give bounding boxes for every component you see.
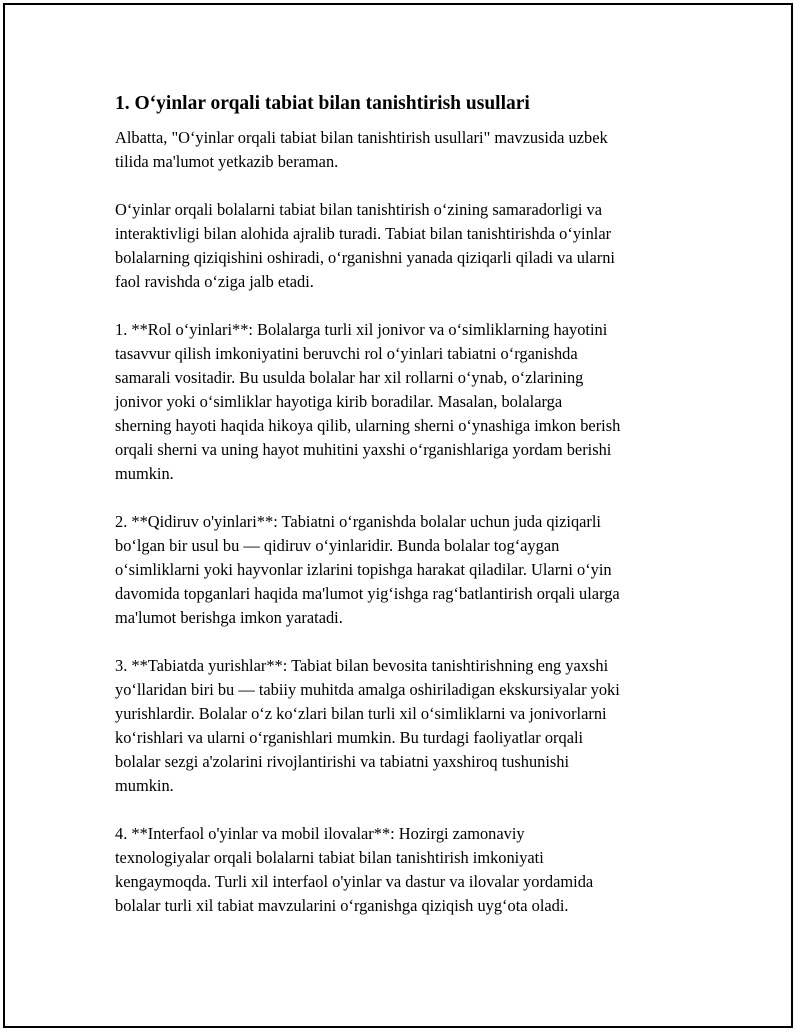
search-games-paragraph: 2. **Qidiruv o'yinlari**: Tabiatni o‘rganishda bolalar uchun juda qiziqarli bo‘lgan bir usul bu — qidiruv o‘yinlaridir. Bunda bolalar tog‘aygan o‘simliklarni yoki hayvonlar izlarini topishga harakat qiladilar. Ularni o‘yin davomida topganlari haqida ma'lumot yig‘ishga rag‘batlantirish orqali ularga ma'lumot berishga imkon yaratadi. [115,512,620,627]
document-body [115,92,685,918]
overview-paragraph: O‘yinlar orqali bolalarni tabiat bilan tanishtirish o‘zining samaradorligi va interaktivligi bilan alohida ajralib turadi. Tabiat bilan tanishtirishda o‘yinlar bolalarning qiziqishini oshiradi, o‘rganishni yanada qiziqarli qiladi va ularni faol ravishda o‘ziga jalb etadi. [115,200,615,291]
intro-paragraph: Albatta, "O‘yinlar orqali tabiat bilan tanishtirish usullari" mavzusida uzbek tilida ma'lumot yetkazib beraman. [115,128,608,171]
interactive-games-paragraph: 4. **Interfaol o'yinlar va mobil ilovalar**: Hozirgi zamonaviy texnologiyalar orqali bolalarni tabiat bilan tanishtirish imkoniyati kengaymoqda. Turli xil interfaol o'yinlar va dastur va ilovalar yordamida bolalar turli xil tabiat mavzularini o‘rganishga qiziqish uyg‘ota oladi. [115,824,594,915]
nature-walks-paragraph: 3. **Tabiatda yurishlar**: Tabiat bilan bevosita tanishtirishning eng yaxshi yo‘llaridan biri bu — tabiiy muhitda amalga oshiriladigan ekskursiyalar yoki yurishlardir. Bolalar o‘z ko‘zlari bilan turli xil o‘simliklarni va jonivorlarni ko‘rishlari va ularni o‘rganishlari mumkin. Bu turdagi faoliyatlar orqali bolalar sezgi a'zolarini rivojlantirishi va tabiatni yaxshiroq tushunishi mumkin. [115,656,620,795]
document-title: 1. O‘yinlar orqali tabiat bilan tanishtirish usullari [115,93,530,114]
role-games-paragraph: 1. **Rol o‘yinlari**: Bolalarga turli xil jonivor va o‘simliklarning hayotini tasavvur qilish imkoniyatini beruvchi rol o‘yinlari tabiatni o‘rganishda samarali vositadir. Bu usulda bolalar har xil rollarni o‘ynab, o‘zlarining jonivor yoki o‘simliklar hayotiga kirib boradilar. Masalan, bolalarga sherning hayoti haqida hikoya qilib, ularning sherni o‘ynashiga imkon berish orqali sherni va uning hayot muhitini yaxshi o‘rganishlariga yordam berishi mumkin. [115,320,621,483]
